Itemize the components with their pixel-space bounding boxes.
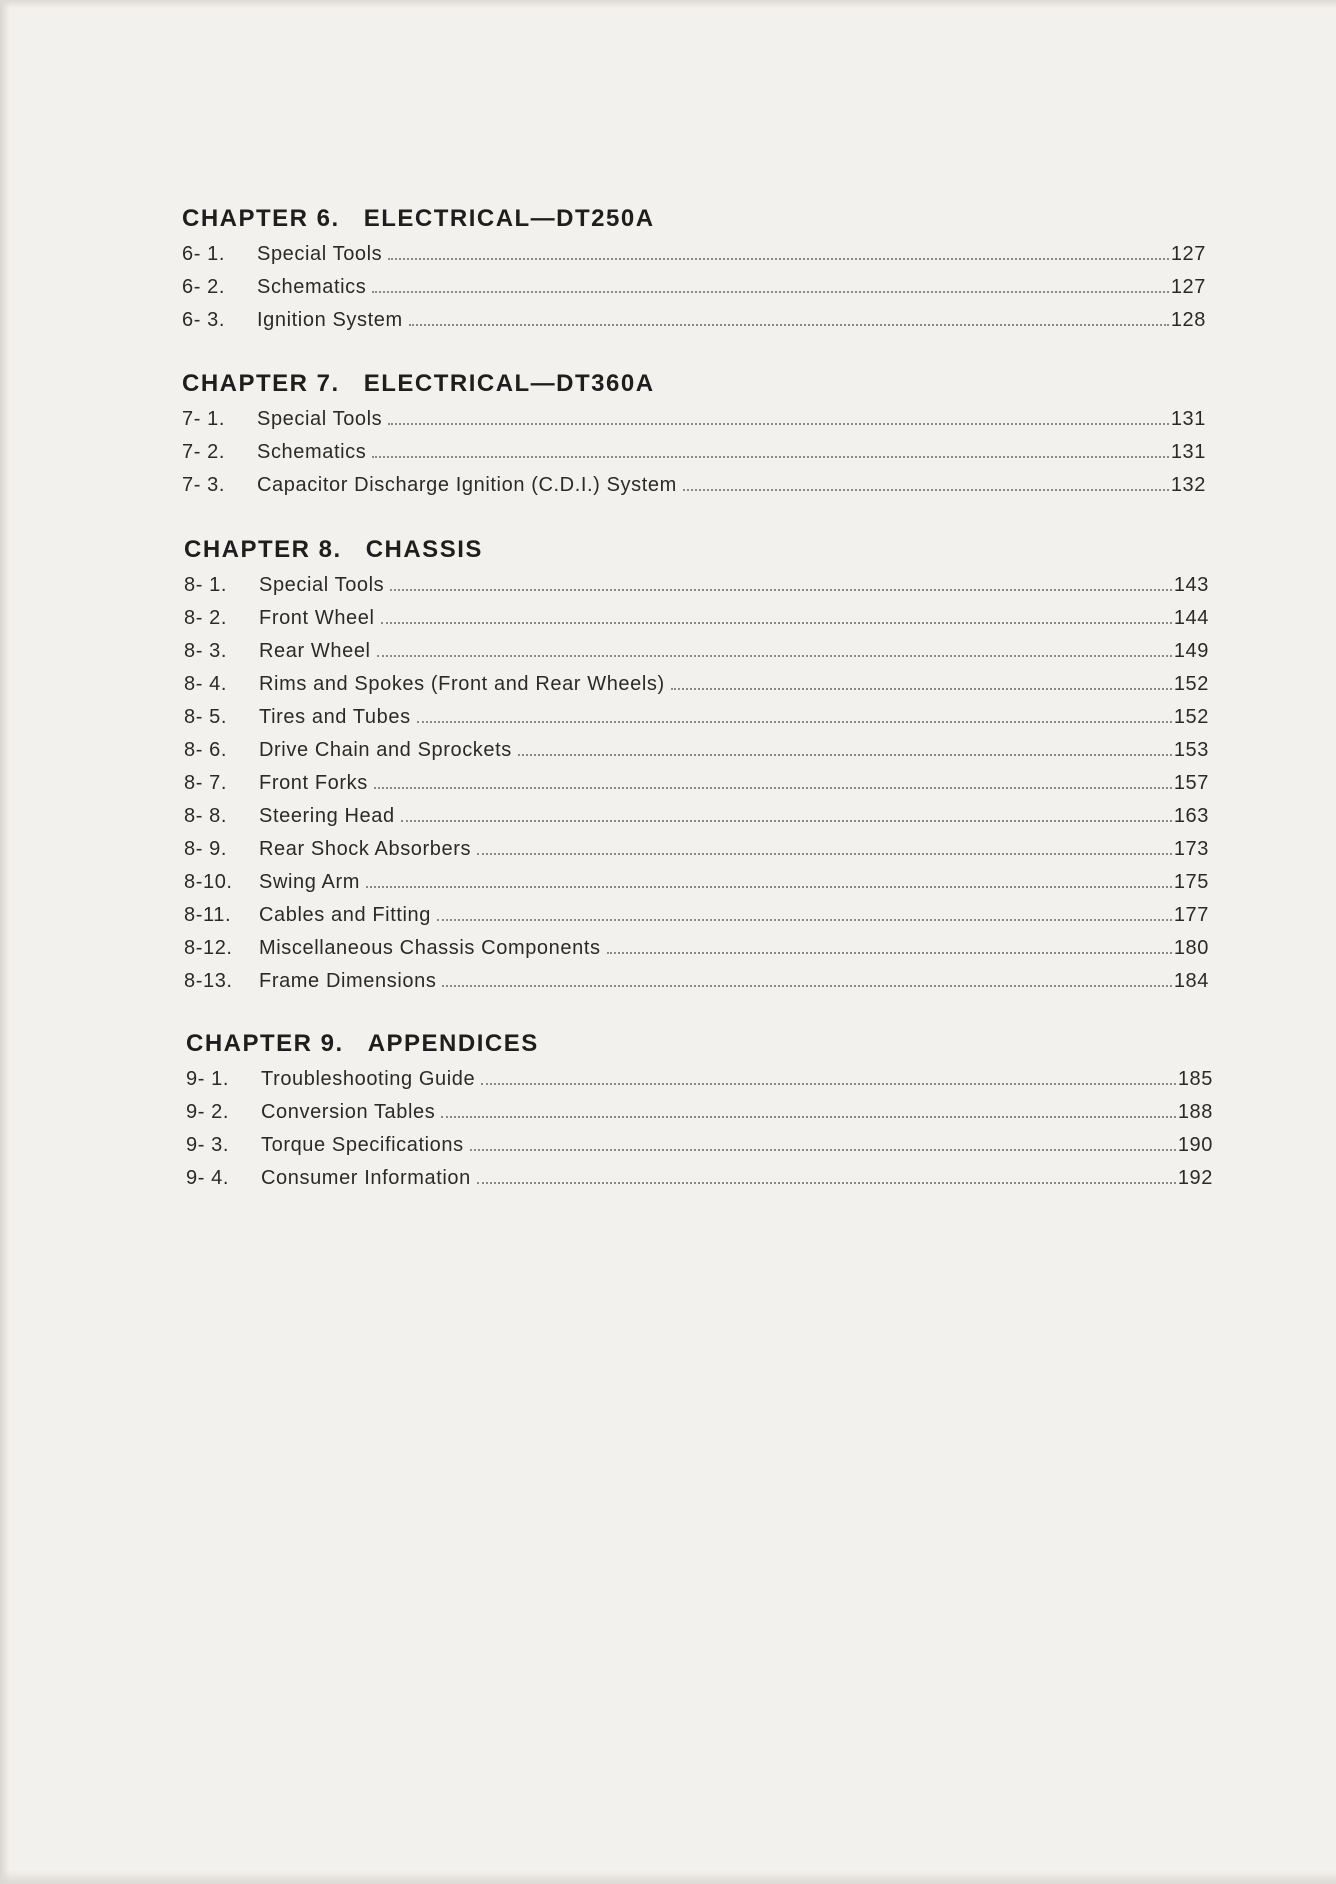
section-number: 7- 1. xyxy=(182,408,226,430)
section-title: Drive Chain and Sprockets xyxy=(259,739,512,761)
page-number: 180 xyxy=(1173,937,1209,959)
chapter-8-section xyxy=(184,533,1209,998)
chapter-label: CHAPTER 7. xyxy=(182,370,340,397)
dot-leader xyxy=(388,258,1169,260)
toc-entry[interactable] xyxy=(184,899,1209,932)
section-title: Front Wheel xyxy=(259,607,375,629)
section-title: Schematics xyxy=(257,441,367,463)
section-title: Special Tools xyxy=(257,408,383,430)
dot-leader xyxy=(390,589,1172,591)
chapter-name: APPENDICES xyxy=(367,1030,539,1057)
chapter-name: CHASSIS xyxy=(365,536,483,563)
page-number: 144 xyxy=(1173,607,1209,629)
section-title: Tires and Tubes xyxy=(259,706,411,728)
section-number: 8- 6. xyxy=(184,739,228,761)
section-number: 8-13. xyxy=(184,970,233,992)
page-number: 152 xyxy=(1173,706,1209,728)
section-number: 8- 2. xyxy=(184,607,228,629)
dot-leader xyxy=(477,1182,1176,1184)
page-number: 131 xyxy=(1170,408,1206,430)
page-number: 192 xyxy=(1177,1167,1213,1189)
toc-entry[interactable] xyxy=(182,469,1206,502)
page-number: 149 xyxy=(1173,640,1209,662)
dot-leader xyxy=(477,853,1172,855)
section-number: 6- 3. xyxy=(182,309,226,331)
section-title: Torque Specifications xyxy=(261,1134,464,1156)
dot-leader xyxy=(442,985,1171,987)
page-number: 163 xyxy=(1173,805,1209,827)
toc-entry[interactable] xyxy=(184,668,1209,701)
toc-entry[interactable] xyxy=(184,800,1209,833)
chapter-6-heading xyxy=(182,202,1206,236)
section-title: Rear Shock Absorbers xyxy=(259,838,472,860)
section-title: Steering Head xyxy=(259,805,395,827)
section-number: 8- 3. xyxy=(184,640,228,662)
section-number: 8- 1. xyxy=(184,574,228,596)
section-number: 9- 2. xyxy=(186,1101,230,1123)
section-number: 8- 7. xyxy=(184,772,228,794)
section-title: Special Tools xyxy=(259,574,385,596)
chapter-9-heading xyxy=(186,1027,1213,1061)
toc-entry[interactable] xyxy=(186,1129,1213,1162)
dot-leader xyxy=(372,456,1168,458)
dot-leader xyxy=(417,721,1172,723)
chapter-name: ELECTRICAL—DT360A xyxy=(363,370,655,397)
chapter-7-section xyxy=(182,367,1206,502)
page-number: 184 xyxy=(1173,970,1209,992)
section-number: 8- 4. xyxy=(184,673,228,695)
dot-leader xyxy=(441,1116,1175,1118)
chapter-label: CHAPTER 9. xyxy=(186,1030,344,1057)
toc-entry[interactable] xyxy=(186,1096,1213,1129)
section-title: Miscellaneous Chassis Components xyxy=(259,937,601,959)
toc-entry[interactable] xyxy=(186,1063,1213,1096)
dot-leader xyxy=(481,1083,1176,1085)
page-number: 185 xyxy=(1177,1068,1213,1090)
dot-leader xyxy=(366,886,1172,888)
section-number: 6- 2. xyxy=(182,276,226,298)
dot-leader xyxy=(381,622,1172,624)
page-number: 175 xyxy=(1173,871,1209,893)
chapter-9-section xyxy=(186,1027,1213,1195)
dot-leader xyxy=(518,754,1172,756)
section-title: Rear Wheel xyxy=(259,640,371,662)
page-number: 131 xyxy=(1170,441,1206,463)
dot-leader xyxy=(437,919,1172,921)
section-title: Capacitor Discharge Ignition (C.D.I.) System xyxy=(257,474,677,496)
dot-leader xyxy=(470,1149,1176,1151)
dot-leader xyxy=(372,291,1168,293)
page-number: 127 xyxy=(1170,243,1206,265)
toc-entry[interactable] xyxy=(182,436,1206,469)
toc-entry[interactable] xyxy=(184,635,1209,668)
section-title: Rims and Spokes (Front and Rear Wheels) xyxy=(259,673,665,695)
section-number: 8-12. xyxy=(184,937,233,959)
section-title: Schematics xyxy=(257,276,367,298)
section-number: 6- 1. xyxy=(182,243,226,265)
toc-entry[interactable] xyxy=(184,866,1209,899)
toc-entry[interactable] xyxy=(184,602,1209,635)
toc-entry[interactable] xyxy=(182,238,1206,271)
section-title: Frame Dimensions xyxy=(259,970,437,992)
section-title: Conversion Tables xyxy=(261,1101,436,1123)
page-number: 188 xyxy=(1177,1101,1213,1123)
chapter-label: CHAPTER 8. xyxy=(184,536,342,563)
page-number: 177 xyxy=(1173,904,1209,926)
section-number: 9- 3. xyxy=(186,1134,230,1156)
section-title: Cables and Fitting xyxy=(259,904,432,926)
dot-leader xyxy=(388,423,1169,425)
page-number: 127 xyxy=(1170,276,1206,298)
section-number: 8- 9. xyxy=(184,838,228,860)
page-number: 173 xyxy=(1173,838,1209,860)
page-number: 132 xyxy=(1170,474,1206,496)
page-number: 143 xyxy=(1173,574,1209,596)
section-number: 8-11. xyxy=(184,904,232,926)
section-number: 9- 1. xyxy=(186,1068,230,1090)
page-number: 153 xyxy=(1173,739,1209,761)
section-title: Front Forks xyxy=(259,772,368,794)
toc-entry[interactable] xyxy=(182,403,1206,436)
chapter-name: ELECTRICAL—DT250A xyxy=(363,205,655,232)
toc-entry[interactable] xyxy=(184,932,1209,965)
dot-leader xyxy=(409,324,1169,326)
dot-leader xyxy=(683,489,1169,491)
chapter-7-heading xyxy=(182,367,1206,401)
section-title: Swing Arm xyxy=(259,871,360,893)
toc-entry[interactable] xyxy=(184,569,1209,602)
toc-entry[interactable] xyxy=(182,304,1206,337)
section-number: 8- 8. xyxy=(184,805,228,827)
section-title: Troubleshooting Guide xyxy=(261,1068,476,1090)
toc-entry[interactable] xyxy=(184,734,1209,767)
chapter-8-heading xyxy=(184,533,1209,567)
section-number: 8- 5. xyxy=(184,706,228,728)
dot-leader xyxy=(607,952,1172,954)
section-title: Consumer Information xyxy=(261,1167,471,1189)
page-number: 190 xyxy=(1177,1134,1213,1156)
toc-entry[interactable] xyxy=(182,271,1206,304)
section-title: Special Tools xyxy=(257,243,383,265)
section-number: 9- 4. xyxy=(186,1167,230,1189)
toc-entry[interactable] xyxy=(186,1162,1213,1195)
page-number: 152 xyxy=(1173,673,1209,695)
section-number: 7- 3. xyxy=(182,474,226,496)
dot-leader xyxy=(671,688,1172,690)
toc-entry[interactable] xyxy=(184,767,1209,800)
toc-entry[interactable] xyxy=(184,701,1209,734)
section-number: 8-10. xyxy=(184,871,233,893)
dot-leader xyxy=(401,820,1172,822)
page-number: 128 xyxy=(1170,309,1206,331)
chapter-label: CHAPTER 6. xyxy=(182,205,340,232)
toc-entry[interactable] xyxy=(184,833,1209,866)
toc-entry[interactable] xyxy=(184,965,1209,998)
section-title: Ignition System xyxy=(257,309,403,331)
chapter-6-section xyxy=(182,202,1206,337)
page-number: 157 xyxy=(1173,772,1209,794)
dot-leader xyxy=(377,655,1172,657)
dot-leader xyxy=(374,787,1172,789)
section-number: 7- 2. xyxy=(182,441,226,463)
